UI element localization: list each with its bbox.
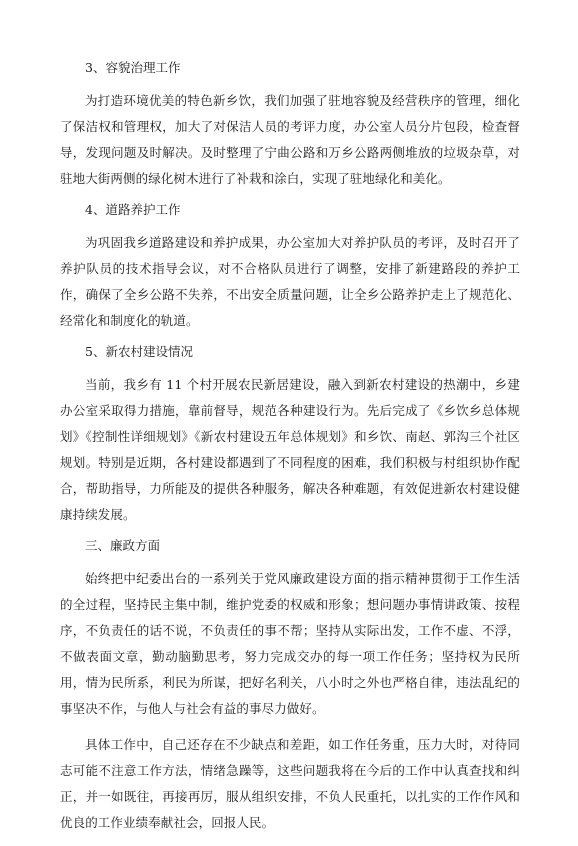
- section-heading: 4、道路养护工作: [85, 202, 181, 217]
- paragraph: 具体工作中，自己还存在不少缺点和差距，如工作任务重，压力大时，对待同志可能不注意工作方法，情绪急躁等，这些问题我将在今后的工作中认真查找和纠正，并一如既往，再接再厉，服从组织安排，不负人民重托，以扎实的工作作风和优良的工作业绩奉献社会，回报人民。: [60, 737, 520, 830]
- section-heading: 三、廉政方面: [85, 538, 161, 553]
- section-integrity: [60, 538, 520, 836]
- paragraph: 为巩固我乡道路建设和养护成果，办公室加大对养护队员的考评，及时召开了养护队员的技术指导会议，对不合格队员进行了调整，安排了新建路段的养护工作，确保了全乡公路不失养，不出安全质量问题，让全乡公路养护走上了规范化、经常化和制度化的轨道。: [60, 235, 520, 328]
- section-appearance: [60, 60, 520, 192]
- section-heading: 3、容貌治理工作: [85, 60, 181, 75]
- section-road-maintenance: [60, 202, 520, 334]
- paragraph: 当前，我乡有 11 个村开展农民新居建设，融入到新农村建设的热潮中，乡建办公室采取得力措施，靠前督导，规范各种建设行为。先后完成了《乡饮乡总体规划》《控制性详细规划》《新农村建设五年总体规划》和乡饮、南赵、郭沟三个社区规划。特别是近期，各村建设都遇到了不同程度的困难，我们积极与村组织协作配合，帮助指导，力所能及的提供各种服务，解决各种难题，有效促进新农村建设健康持续发展。: [60, 377, 520, 522]
- section-heading: 5、新农村建设情况: [85, 344, 193, 359]
- section-new-countryside: [60, 344, 520, 528]
- paragraph: 为打造环境优美的特色新乡饮，我们加强了驻地容貌及经营秩序的管理，细化了保洁权和管理权，加大了对保洁人员的考评力度，办公室人员分片包段，检查督导，发现问题及时解决。及时整理了宁曲公路和万乡公路两侧堆放的垃圾杂草，对驻地大街两侧的绿化树木进行了补栽和涂白，实现了驻地绿化和美化。: [60, 93, 520, 186]
- paragraph: 始终把中纪委出台的一系列关于党风廉政建设方面的指示精神贯彻于工作生活的全过程，坚持民主集中制，维护党委的权威和形象；想问题办事情讲政策、按程序，不负责任的话不说，不负责任的事不帮；坚持从实际出发，工作不虚、不浮，不做表面文章，勤动脑勤思考，努力完成交办的每一项工作任务；坚持权为民所用，情为民所系，利民为所谋，把好名利关，八小时之外也严格自律，违法乱纪的事坚决不作，与他人与社会有益的事尽力做好。: [60, 571, 520, 716]
- document-page: [60, 60, 520, 846]
